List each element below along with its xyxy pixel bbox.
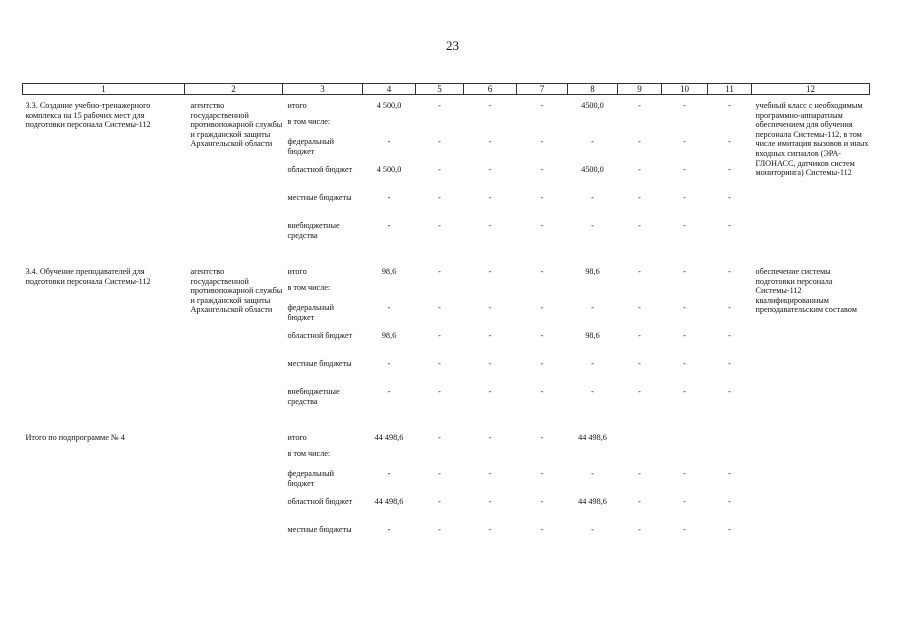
value-cell: 98,6 <box>381 267 397 276</box>
value-cell: - <box>540 433 544 442</box>
value-column-10 <box>662 95 708 250</box>
value-column-9 <box>618 427 662 553</box>
value-column-8 <box>568 427 618 553</box>
value-cell: - <box>728 101 731 110</box>
value-cell: - <box>438 137 441 146</box>
funding-source: в том числе: <box>287 117 331 126</box>
value-cell: - <box>638 497 641 506</box>
value-cell: 4500,0 <box>581 101 604 110</box>
value-cell <box>517 283 568 303</box>
value-cell: - <box>540 193 544 202</box>
value-cell: - <box>438 359 441 368</box>
value-cell: 98,6 <box>381 331 397 340</box>
value-cell <box>416 283 464 303</box>
value-cell: - <box>438 433 441 442</box>
value-cell: 98,6 <box>585 331 600 340</box>
column-header: 10 <box>662 84 708 95</box>
column-header: 12 <box>752 84 870 95</box>
value-cell: - <box>591 525 594 534</box>
column-header: 3 <box>283 84 363 95</box>
value-cell: - <box>488 331 492 340</box>
funding-sources <box>283 261 363 415</box>
value-cell <box>517 449 568 469</box>
value-cell: - <box>438 267 441 276</box>
value-cell: - <box>540 165 544 174</box>
value-cell: 4 500,0 <box>376 165 402 174</box>
value-cell: - <box>488 165 492 174</box>
funding-source: областной бюджет <box>287 165 353 174</box>
value-cell: - <box>488 469 492 478</box>
value-cell: - <box>438 101 441 110</box>
value-cell: - <box>683 303 686 312</box>
value-cell: - <box>591 193 594 202</box>
funding-source: в том числе: <box>287 449 331 458</box>
value-column-7 <box>517 95 568 250</box>
value-cell: - <box>638 221 641 230</box>
value-cell: - <box>683 359 686 368</box>
value-cell: - <box>728 165 731 174</box>
value-cell: - <box>488 267 492 276</box>
value-cell: - <box>683 101 686 110</box>
value-cell: - <box>387 137 391 146</box>
value-cell: - <box>540 387 544 396</box>
value-cell: - <box>387 387 391 396</box>
funding-source: федеральный бюджет <box>287 469 335 488</box>
value-cell: - <box>438 193 441 202</box>
value-cell: - <box>540 359 544 368</box>
measure-name: 3.4. Обучение преподавателей для подготовки персонала Системы-112 <box>25 267 151 286</box>
value-cell: - <box>438 165 441 174</box>
program-table <box>22 83 870 553</box>
value-column-10 <box>662 261 708 415</box>
value-cell: - <box>728 303 731 312</box>
value-cell: - <box>540 469 544 478</box>
column-header: 5 <box>416 84 464 95</box>
value-cell: - <box>591 137 594 146</box>
value-cell <box>708 117 752 137</box>
value-cell <box>363 449 416 469</box>
value-cell: - <box>591 303 594 312</box>
value-cell: - <box>683 331 686 340</box>
value-cell: - <box>683 497 686 506</box>
value-cell: - <box>540 221 544 230</box>
value-cell: - <box>728 387 731 396</box>
value-cell: - <box>438 303 441 312</box>
measure-name: 3.3. Создание учебно-тренажерного комплекса на 15 рабочих мест для подготовки персонала Системы-112 <box>25 101 151 130</box>
column-header: 9 <box>618 84 662 95</box>
value-cell: - <box>438 221 441 230</box>
expected-result <box>752 427 870 553</box>
page-number: 23 <box>446 38 459 53</box>
funding-source: итого <box>287 433 307 442</box>
value-cell: - <box>387 359 391 368</box>
value-cell <box>662 117 708 137</box>
value-column-5 <box>416 427 464 553</box>
value-cell: - <box>540 525 544 534</box>
column-header: 1 <box>23 84 185 95</box>
executor: агентство государственной противопожарной службы и гражданской защиты Архангельской области <box>190 101 283 149</box>
value-column-11 <box>708 261 752 415</box>
value-cell: - <box>638 137 641 146</box>
value-cell: - <box>488 525 492 534</box>
value-cell: - <box>638 101 641 110</box>
value-column-4 <box>363 261 416 415</box>
funding-source: федеральный бюджет <box>287 303 335 322</box>
value-cell: - <box>728 469 731 478</box>
value-cell <box>618 117 662 137</box>
column-header: 11 <box>708 84 752 95</box>
value-cell <box>662 283 708 303</box>
expected-result: учебный класс с необходимым программно-аппаратным обеспечением для обучения персонала Системы-112, в том числе имитация вызовов и иных входных сигналов (ЭРА-ГЛОНАСС, датчиков систем мониторинга) Системы-112 <box>755 101 869 178</box>
funding-source: внебюджетные средства <box>287 221 340 240</box>
value-cell: - <box>728 267 731 276</box>
column-header: 6 <box>464 84 517 95</box>
table-row <box>23 427 870 553</box>
value-cell: - <box>591 387 594 396</box>
value-cell: - <box>488 359 492 368</box>
value-cell: - <box>638 267 641 276</box>
value-cell: - <box>488 303 492 312</box>
value-cell: - <box>488 387 492 396</box>
value-column-9 <box>618 95 662 250</box>
column-numbers-row <box>23 84 870 95</box>
value-cell <box>363 117 416 137</box>
value-cell: - <box>540 331 544 340</box>
value-cell: - <box>540 101 544 110</box>
value-cell: - <box>638 469 641 478</box>
value-cell <box>517 117 568 137</box>
value-cell: - <box>591 469 594 478</box>
value-column-11 <box>708 427 752 553</box>
value-cell <box>464 117 517 137</box>
row-spacer <box>23 249 870 261</box>
value-cell <box>568 449 618 469</box>
funding-source: местные бюджеты <box>287 193 352 202</box>
value-cell: - <box>683 165 686 174</box>
column-header: 8 <box>568 84 618 95</box>
value-cell: 44 498,6 <box>374 497 404 506</box>
value-cell <box>618 433 662 449</box>
value-cell: - <box>387 303 391 312</box>
value-cell <box>568 283 618 303</box>
value-cell: - <box>387 525 391 534</box>
column-header: 2 <box>185 84 283 95</box>
funding-source: внебюджетные средства <box>287 387 340 406</box>
value-column-10 <box>662 427 708 553</box>
value-column-6 <box>464 95 517 250</box>
value-cell: - <box>683 387 686 396</box>
value-cell <box>568 117 618 137</box>
value-cell <box>363 283 416 303</box>
table-row <box>23 95 870 250</box>
value-cell: - <box>488 101 492 110</box>
value-column-8 <box>568 95 618 250</box>
value-cell: - <box>438 525 441 534</box>
value-column-4 <box>363 427 416 553</box>
column-header: 7 <box>517 84 568 95</box>
value-cell: 4500,0 <box>581 165 604 174</box>
value-cell: - <box>591 221 594 230</box>
funding-source: в том числе: <box>287 283 331 292</box>
executor <box>185 427 283 553</box>
value-cell: - <box>438 331 441 340</box>
value-column-5 <box>416 261 464 415</box>
value-column-5 <box>416 95 464 250</box>
value-cell: 44 498,6 <box>374 433 404 442</box>
funding-sources <box>283 427 363 553</box>
row-spacer <box>23 415 870 427</box>
value-cell: - <box>728 193 731 202</box>
value-cell: - <box>540 497 544 506</box>
value-cell: - <box>591 359 594 368</box>
value-cell: 4 500,0 <box>376 101 402 110</box>
value-cell: - <box>540 137 544 146</box>
value-cell: - <box>387 221 391 230</box>
measure-name: Итого по подпрограмме № 4 <box>25 433 125 442</box>
value-cell <box>618 449 662 469</box>
funding-source: областной бюджет <box>287 331 353 340</box>
value-column-11 <box>708 95 752 250</box>
value-cell: - <box>488 137 492 146</box>
value-column-7 <box>517 261 568 415</box>
value-cell: - <box>728 525 731 534</box>
value-column-6 <box>464 427 517 553</box>
value-cell: - <box>438 387 441 396</box>
value-cell: - <box>540 303 544 312</box>
funding-source: итого <box>287 101 307 110</box>
value-cell: - <box>438 497 441 506</box>
value-cell <box>662 449 708 469</box>
value-cell: - <box>683 137 686 146</box>
funding-sources <box>283 95 363 250</box>
value-cell: 98,6 <box>585 267 600 276</box>
value-column-7 <box>517 427 568 553</box>
value-cell: - <box>438 469 441 478</box>
funding-source: итого <box>287 267 307 276</box>
value-cell <box>464 449 517 469</box>
value-cell <box>618 283 662 303</box>
value-cell: - <box>638 359 641 368</box>
value-cell <box>662 433 708 449</box>
value-cell: - <box>683 525 686 534</box>
value-cell: - <box>638 165 641 174</box>
value-cell: - <box>638 387 641 396</box>
value-cell: - <box>728 497 731 506</box>
value-cell: - <box>728 331 731 340</box>
value-cell: 44 498,6 <box>578 433 607 442</box>
value-column-8 <box>568 261 618 415</box>
value-cell: - <box>387 193 391 202</box>
funding-source: федеральный бюджет <box>287 137 335 156</box>
value-cell <box>708 283 752 303</box>
value-cell <box>708 433 752 449</box>
value-cell: - <box>683 469 686 478</box>
value-cell: - <box>488 433 492 442</box>
value-cell: - <box>638 303 641 312</box>
value-cell: - <box>638 331 641 340</box>
value-cell <box>416 117 464 137</box>
value-cell <box>464 283 517 303</box>
funding-source: местные бюджеты <box>287 525 352 534</box>
value-cell: - <box>728 137 731 146</box>
value-cell: 44 498,6 <box>578 497 607 506</box>
value-cell: - <box>540 267 544 276</box>
expected-result: обеспечение системы подготовки персонала Системы-112 квалифицированным преподавательским составом <box>755 267 857 315</box>
value-cell: - <box>683 267 686 276</box>
value-cell: - <box>728 221 731 230</box>
value-column-4 <box>363 95 416 250</box>
executor: агентство государственной противопожарной службы и гражданской защиты Архангельской области <box>190 267 283 315</box>
value-cell: - <box>488 497 492 506</box>
value-column-9 <box>618 261 662 415</box>
value-cell: - <box>683 193 686 202</box>
value-cell <box>416 449 464 469</box>
value-cell: - <box>488 221 492 230</box>
value-cell: - <box>387 469 391 478</box>
value-cell: - <box>683 221 686 230</box>
value-cell: - <box>728 359 731 368</box>
table-row <box>23 261 870 415</box>
value-column-6 <box>464 261 517 415</box>
column-header: 4 <box>363 84 416 95</box>
value-cell: - <box>638 525 641 534</box>
funding-source: областной бюджет <box>287 497 353 506</box>
funding-source: местные бюджеты <box>287 359 352 368</box>
value-cell: - <box>638 193 641 202</box>
value-cell: - <box>488 193 492 202</box>
value-cell <box>708 449 752 469</box>
